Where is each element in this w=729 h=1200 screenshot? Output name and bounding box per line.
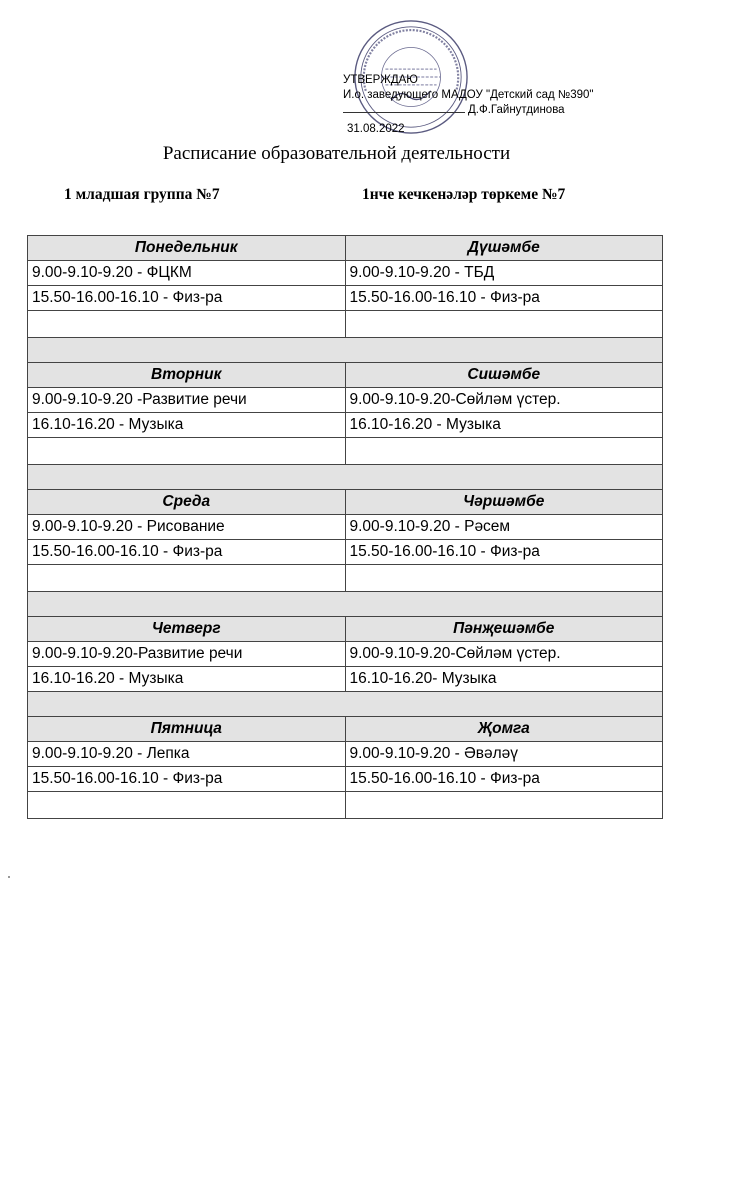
scan-speck [8, 876, 10, 878]
lesson-tt [345, 438, 663, 465]
lesson-ru [28, 792, 346, 819]
lesson-tt: 9.00-9.10-9.20 - ТБД [345, 261, 663, 286]
separator-row [28, 692, 663, 717]
day-name-ru: Среда [28, 490, 346, 515]
table-row-empty [28, 565, 663, 592]
group-heading-tt: 1нче кечкенәләр төркеме №7 [362, 186, 566, 203]
day-name-tt: Чәршәмбе [345, 490, 663, 515]
approval-position: И.о. заведующего МАДОУ "Детский сад №390" [343, 89, 594, 101]
table-row [28, 515, 663, 540]
day-header-row [28, 363, 663, 388]
day-name-ru: Вторник [28, 363, 346, 388]
lesson-ru [28, 565, 346, 592]
separator-row [28, 338, 663, 363]
lesson-ru: 9.00-9.10-9.20 - Рисование [28, 515, 346, 540]
lesson-tt [345, 565, 663, 592]
schedule-table [27, 235, 663, 819]
approval-signer-name: Д.Ф.Гайнутдинова [468, 104, 565, 116]
table-row [28, 642, 663, 667]
lesson-ru [28, 438, 346, 465]
table-row-empty [28, 792, 663, 819]
day-name-tt: Пәнҗешәмбе [345, 617, 663, 642]
table-row-empty [28, 311, 663, 338]
table-row [28, 742, 663, 767]
lesson-tt [345, 792, 663, 819]
day-name-ru: Понедельник [28, 236, 346, 261]
lesson-tt: 16.10-16.20- Музыка [345, 667, 663, 692]
table-row [28, 667, 663, 692]
separator-row [28, 592, 663, 617]
separator-row [28, 465, 663, 490]
lesson-tt [345, 311, 663, 338]
table-row [28, 767, 663, 792]
day-name-tt: Җомга [345, 717, 663, 742]
lesson-ru: 9.00-9.10-9.20 -Развитие речи [28, 388, 346, 413]
day-name-tt: Сишәмбе [345, 363, 663, 388]
table-row [28, 540, 663, 565]
lesson-ru: 15.50-16.00-16.10 - Физ-ра [28, 767, 346, 792]
day-name-ru: Пятница [28, 717, 346, 742]
lesson-tt: 9.00-9.10-9.20 - Әвәләү [345, 742, 663, 767]
lesson-ru [28, 311, 346, 338]
approval-block [0, 0, 729, 140]
lesson-ru: 15.50-16.00-16.10 - Физ-ра [28, 286, 346, 311]
signature-line [343, 112, 465, 113]
lesson-ru: 9.00-9.10-9.20 - ФЦКМ [28, 261, 346, 286]
lesson-ru: 9.00-9.10-9.20-Развитие речи [28, 642, 346, 667]
day-name-tt: Дүшәмбе [345, 236, 663, 261]
table-row [28, 388, 663, 413]
table-row-empty [28, 438, 663, 465]
lesson-tt: 9.00-9.10-9.20-Сөйләм үстер. [345, 642, 663, 667]
day-header-row [28, 490, 663, 515]
lesson-tt: 9.00-9.10-9.20 - Рәсем [345, 515, 663, 540]
table-row [28, 413, 663, 438]
lesson-ru: 9.00-9.10-9.20 - Лепка [28, 742, 346, 767]
group-heading-ru: 1 младшая группа №7 [64, 186, 220, 203]
lesson-tt: 15.50-16.00-16.10 - Физ-ра [345, 767, 663, 792]
day-name-ru: Четверг [28, 617, 346, 642]
lesson-tt: 15.50-16.00-16.10 - Физ-ра [345, 540, 663, 565]
table-row [28, 261, 663, 286]
table-row [28, 286, 663, 311]
lesson-ru: 15.50-16.00-16.10 - Физ-ра [28, 540, 346, 565]
lesson-ru: 16.10-16.20 - Музыка [28, 667, 346, 692]
approval-heading: УТВЕРЖДАЮ [343, 74, 418, 86]
day-header-row [28, 617, 663, 642]
approval-date: 31.08.2022 [347, 123, 405, 135]
day-header-row [28, 717, 663, 742]
lesson-tt: 16.10-16.20 - Музыка [345, 413, 663, 438]
lesson-ru: 16.10-16.20 - Музыка [28, 413, 346, 438]
document-title: Расписание образовательной деятельности [162, 143, 511, 164]
lesson-tt: 9.00-9.10-9.20-Сөйләм үстер. [345, 388, 663, 413]
lesson-tt: 15.50-16.00-16.10 - Физ-ра [345, 286, 663, 311]
day-header-row [28, 236, 663, 261]
